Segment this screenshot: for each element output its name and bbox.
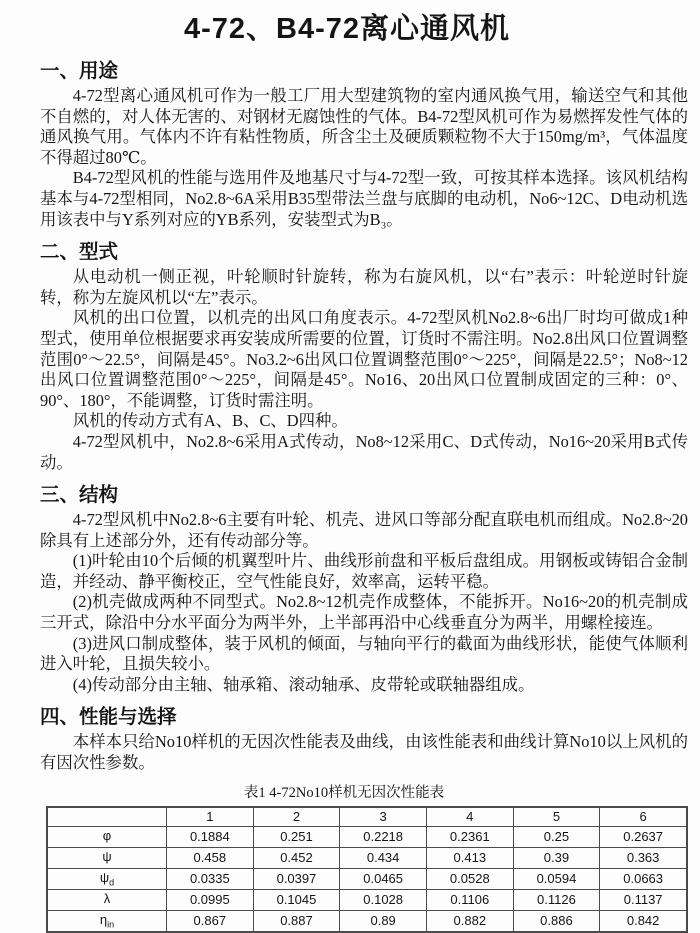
row-label-eta: [47, 910, 167, 932]
cell: 0.0594: [513, 868, 600, 889]
cell: 0.251: [253, 826, 340, 847]
symbol-phi: φ: [102, 827, 112, 843]
table-row-phi: [47, 826, 687, 847]
cell: 0.1884: [167, 826, 254, 847]
cell: 0.413: [426, 847, 513, 868]
type-paragraph-3: 风机的传动方式有A、B、C、D四种。: [72, 411, 348, 431]
header-cell: 5: [513, 807, 600, 827]
row-label-psi-d: [47, 868, 167, 889]
table-header-row: [47, 807, 687, 827]
cell: 0.0397: [253, 868, 340, 889]
section-type: [40, 236, 688, 473]
cell: 0.0663: [600, 868, 687, 889]
table-caption: 表1 4-72No10样机无因次性能表: [243, 784, 445, 801]
cell: 0.458: [167, 847, 254, 868]
cell: 0.882: [426, 910, 513, 932]
structure-paragraph-4: (3)进风口制成整体，装于风机的倾面，与轴向平行的截面为曲线形状，能使气体顺利进入叶轮，且损失较小。: [40, 633, 688, 674]
table-row-eta: [47, 910, 687, 932]
table-row-psi: [47, 847, 687, 868]
symbol-psi: ψ: [102, 848, 112, 864]
structure-paragraph-1: 4-72型风机中No2.8~6主要有叶轮、机壳、进风口等部分配直联电机而组成。No2.8~20除具有上述部分外，还有传动部分等。: [40, 510, 688, 550]
section-usage-heading: 一、用途: [40, 60, 119, 82]
structure-paragraph-3: (2)机壳做成两种不同型式。No2.8~12机壳作成整体，不能拆开。No16~20的机壳制成三开式，除沿中分水平面分为两半外，上半部再沿中心线垂直分为两半，用螺栓接连。: [40, 592, 688, 633]
cell: 0.25: [513, 826, 600, 847]
cell: 0.89: [340, 910, 427, 932]
cell: 0.0335: [167, 868, 254, 889]
performance-paragraph-1: 本样本只给No10样机的无因次性能表及曲线，由该性能表和曲线计算No10以上风机的有因次性参数。: [40, 732, 688, 773]
type-paragraph-4: 4-72型风机中，No2.8~6采用A式传动，No8~12采用C、D式传动，No16~20采用B式传动。: [40, 431, 688, 472]
cell: 0.452: [253, 847, 340, 868]
cell: 0.434: [340, 847, 427, 868]
header-cell: 4: [426, 807, 513, 827]
cell: 0.887: [253, 910, 340, 932]
symbol-eta-sub: in: [107, 919, 115, 930]
usage-paragraph-2: B4-72型风机的性能与选用件及地基尺寸与4-72型一致，可按其样本选择。该风机结构基本与4-72型相同，No2.8~6A采用B35型带法兰盘与底脚的电动机，No6~12C、D电动机选用该表中与Y系列对应的YB系列，安装型式为B₃。: [40, 168, 688, 229]
page-title: 4-72、B4-72离心通风机: [183, 13, 511, 45]
cell: 0.1137: [600, 889, 687, 910]
cell: 0.363: [600, 847, 687, 868]
section-type-heading: 二、型式: [40, 241, 119, 264]
cell: 0.1106: [426, 889, 513, 910]
symbol-lambda: λ: [103, 890, 111, 906]
cell: 0.0995: [167, 889, 254, 910]
header-cell: 3: [340, 807, 427, 827]
cell: 0.886: [513, 910, 600, 932]
type-paragraph-1: 从电动机一侧正视，叶轮顺时针旋转，称为右旋风机，以“右”表示：叶轮逆时针旋转，称为左旋风机以“左”表示。: [40, 267, 688, 307]
section-usage: [40, 55, 688, 230]
section-structure: [40, 479, 688, 695]
cell: 0.867: [167, 910, 254, 932]
symbol-eta: η: [99, 911, 108, 927]
cell: 0.2361: [426, 826, 513, 847]
header-cell: 6: [600, 807, 687, 827]
cell: 0.1028: [340, 889, 427, 910]
cell: 0.842: [600, 910, 687, 932]
performance-table: [46, 806, 688, 933]
header-cell-blank: [47, 807, 167, 827]
section-performance-heading: 四、性能与选择: [40, 706, 177, 729]
symbol-psi-d-sub: d: [109, 877, 115, 888]
table-row-psi-d: [47, 868, 687, 889]
section-structure-heading: 三、结构: [40, 484, 119, 507]
row-label-psi: [47, 847, 167, 868]
header-cell: 1: [167, 807, 254, 827]
row-label-phi: [47, 826, 167, 847]
cell: 0.1045: [253, 889, 340, 910]
section-performance: [40, 701, 688, 773]
type-paragraph-2: 风机的出口位置，以机壳的出风口角度表示。4-72型风机No2.8~6出厂时均可做成1种型式，使用单位根据要求再安装成所需要的位置，订货时不需注明。No2.8出风口位置调整范围0°～22.5°，间隔是45°。No3.2~6出风口位置调整范围0°～225°，间隔是22.5°；No8~12出风口位置调整范围0°～225°，间隔是45°。No16、20出风口位置制成固定的三种：0°、90°、180°，不能调整，订货时需注明。: [40, 308, 688, 410]
cell: 0.2637: [600, 826, 687, 847]
table-row-lambda: [47, 889, 687, 910]
cell: 0.0528: [426, 868, 513, 889]
symbol-psi-d: ψ: [99, 869, 110, 885]
structure-paragraph-5: (4)传动部分由主轴、轴承箱、滚动轴承、皮带轮或联轴器组成。: [72, 674, 535, 694]
row-label-lambda: [47, 889, 167, 910]
header-cell: 2: [253, 807, 340, 827]
cell: 0.0465: [340, 868, 427, 889]
cell: 0.2218: [340, 826, 427, 847]
cell: 0.1126: [513, 889, 600, 910]
cell: 0.39: [513, 847, 600, 868]
usage-paragraph-1: 4-72型离心通风机可作为一般工厂用大型建筑物的室内通风换气用，输送空气和其他不自燃的，对人体无害的、对钢材无腐蚀性的气体。B4-72型风机可作为易燃挥发性气体的通风换气用。气体内不许有粘性物质，所含尘土及硬质颗粒物不大于150mg/m³，气体温度不得超过80℃。: [40, 86, 688, 167]
structure-paragraph-2: (1)叶轮由10个后倾的机翼型叶片、曲线形前盘和平板后盘组成。用钢板或铸铝合金制造，并经动、静平衡校正，空气性能良好，效率高，运转平稳。: [40, 551, 688, 591]
